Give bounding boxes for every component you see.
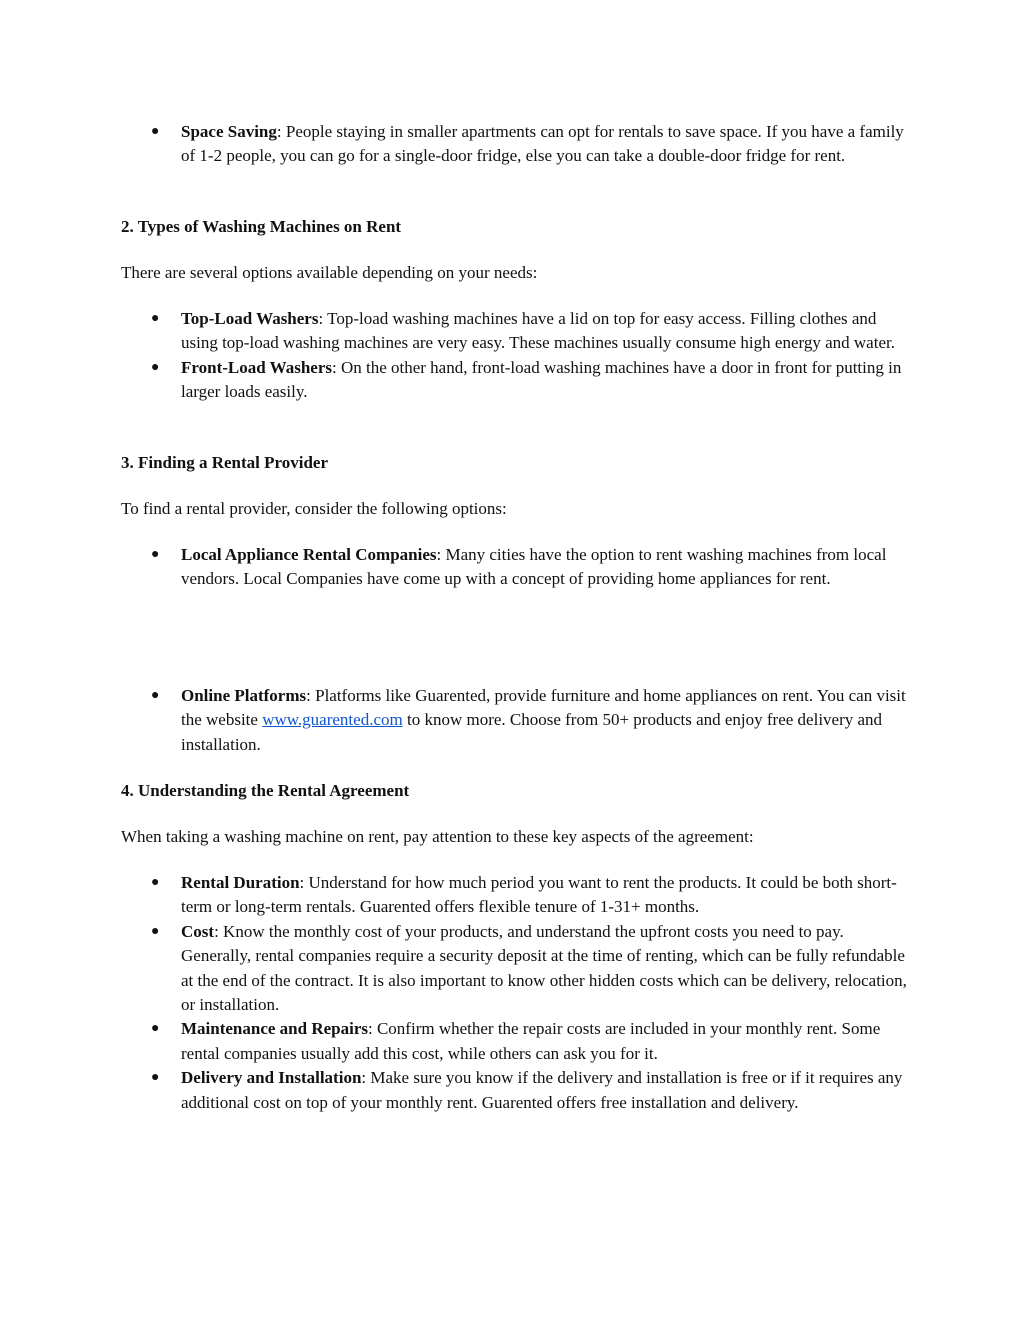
list-item [121, 871, 911, 920]
bullet-icon: ● [151, 547, 160, 562]
list-item [121, 920, 911, 1018]
bullet-text: : Platforms like Guarented, provide furniture and home appliances on rent. You can visit the website [181, 686, 906, 730]
list-item [121, 543, 911, 592]
list-item [121, 1066, 911, 1115]
bullet-icon: ● [151, 359, 160, 375]
bullet-text: : On the other hand, front-load washing machines have a door in front for putting in larger loads easily. [181, 357, 902, 402]
bullet-icon: ● [151, 1070, 160, 1086]
bullet-term: Online Platforms [181, 686, 307, 705]
bullet-icon: ● [151, 923, 160, 939]
bullet-text: : Understand for how much period you want to rent the products. It could be both short-term or long-term rentals. Guarented offers flexible tenure of 1-31+ months. [181, 873, 897, 917]
bullet-term: Cost [181, 921, 215, 941]
bullet-text: to know more. Choose from 50+ products and enjoy free delivery and installation. [181, 710, 883, 754]
section-heading: 2. Types of Washing Machines on Rent [121, 217, 402, 236]
bullet-text: : Make sure you know if the delivery and installation is free or if it requires any additional cost on top of your monthly rent. Guarented offers free installation and delivery. [181, 1068, 903, 1112]
bullet-icon: ● [151, 311, 160, 326]
section-intro: When taking a washing machine on rent, pay attention to these key aspects of the agreement: [121, 827, 754, 846]
bullet-icon: ● [151, 124, 160, 139]
section-intro: There are several options available depending on your needs: [121, 263, 538, 282]
space-saving-list [121, 120, 911, 169]
bullet-term: Delivery and Installation [181, 1068, 362, 1088]
bullet-term: Rental Duration [181, 873, 300, 892]
bullet-term: Top-Load Washers [181, 309, 319, 328]
bullet-icon: ● [151, 688, 160, 703]
provider-list [121, 543, 911, 592]
bullet-text: : Top-load washing machines have a lid on top for easy access. Filling clothes and using top-load washing machines are very easy. These machines usually consume high energy and water. [181, 309, 895, 353]
list-item [121, 1017, 911, 1066]
list-item [121, 356, 911, 405]
online-platforms-list [121, 684, 911, 757]
section-heading: 4. Understanding the Rental Agreement [121, 781, 410, 800]
bullet-text: : People staying in smaller apartments can opt for rentals to save space. If you have a family of 1-2 people, you can go for a single-door fridge, else you can take a double-door fridge for rent. [181, 122, 904, 166]
bullet-text: : Know the monthly cost of your products, and understand the upfront costs you need to pay. Generally, rental companies require a security deposit at the time of renting, which can be fully refundable at the end of the contract. It is also important to know other hidden costs which can be delivery, relocation, or installation. [181, 921, 907, 1015]
bullet-term: Maintenance and Repairs [181, 1019, 368, 1039]
washer-types-list [121, 307, 911, 405]
bullet-term: Local Appliance Rental Companies [181, 545, 437, 564]
bullet-icon: ● [151, 875, 160, 890]
bullet-text: : Many cities have the option to rent washing machines from local vendors. Local Companies have come up with a concept of providing home appliances for rent. [181, 545, 887, 589]
section-heading: 3. Finding a Rental Provider [121, 453, 328, 472]
section-intro: To find a rental provider, consider the following options: [121, 499, 507, 518]
bullet-term: Front-Load Washers [181, 357, 332, 377]
list-item [121, 307, 911, 356]
guarented-website-link[interactable]: www.guarented.com [262, 710, 403, 730]
bullet-text: : Confirm whether the repair costs are included in your monthly rent. Some rental companies usually add this cost, while others can ask you for it. [181, 1019, 881, 1063]
bullet-term: Space Saving [181, 122, 277, 141]
list-item [121, 120, 911, 169]
bullet-icon: ● [151, 1021, 160, 1037]
list-item [121, 684, 911, 757]
agreement-aspects-list [121, 871, 911, 1115]
